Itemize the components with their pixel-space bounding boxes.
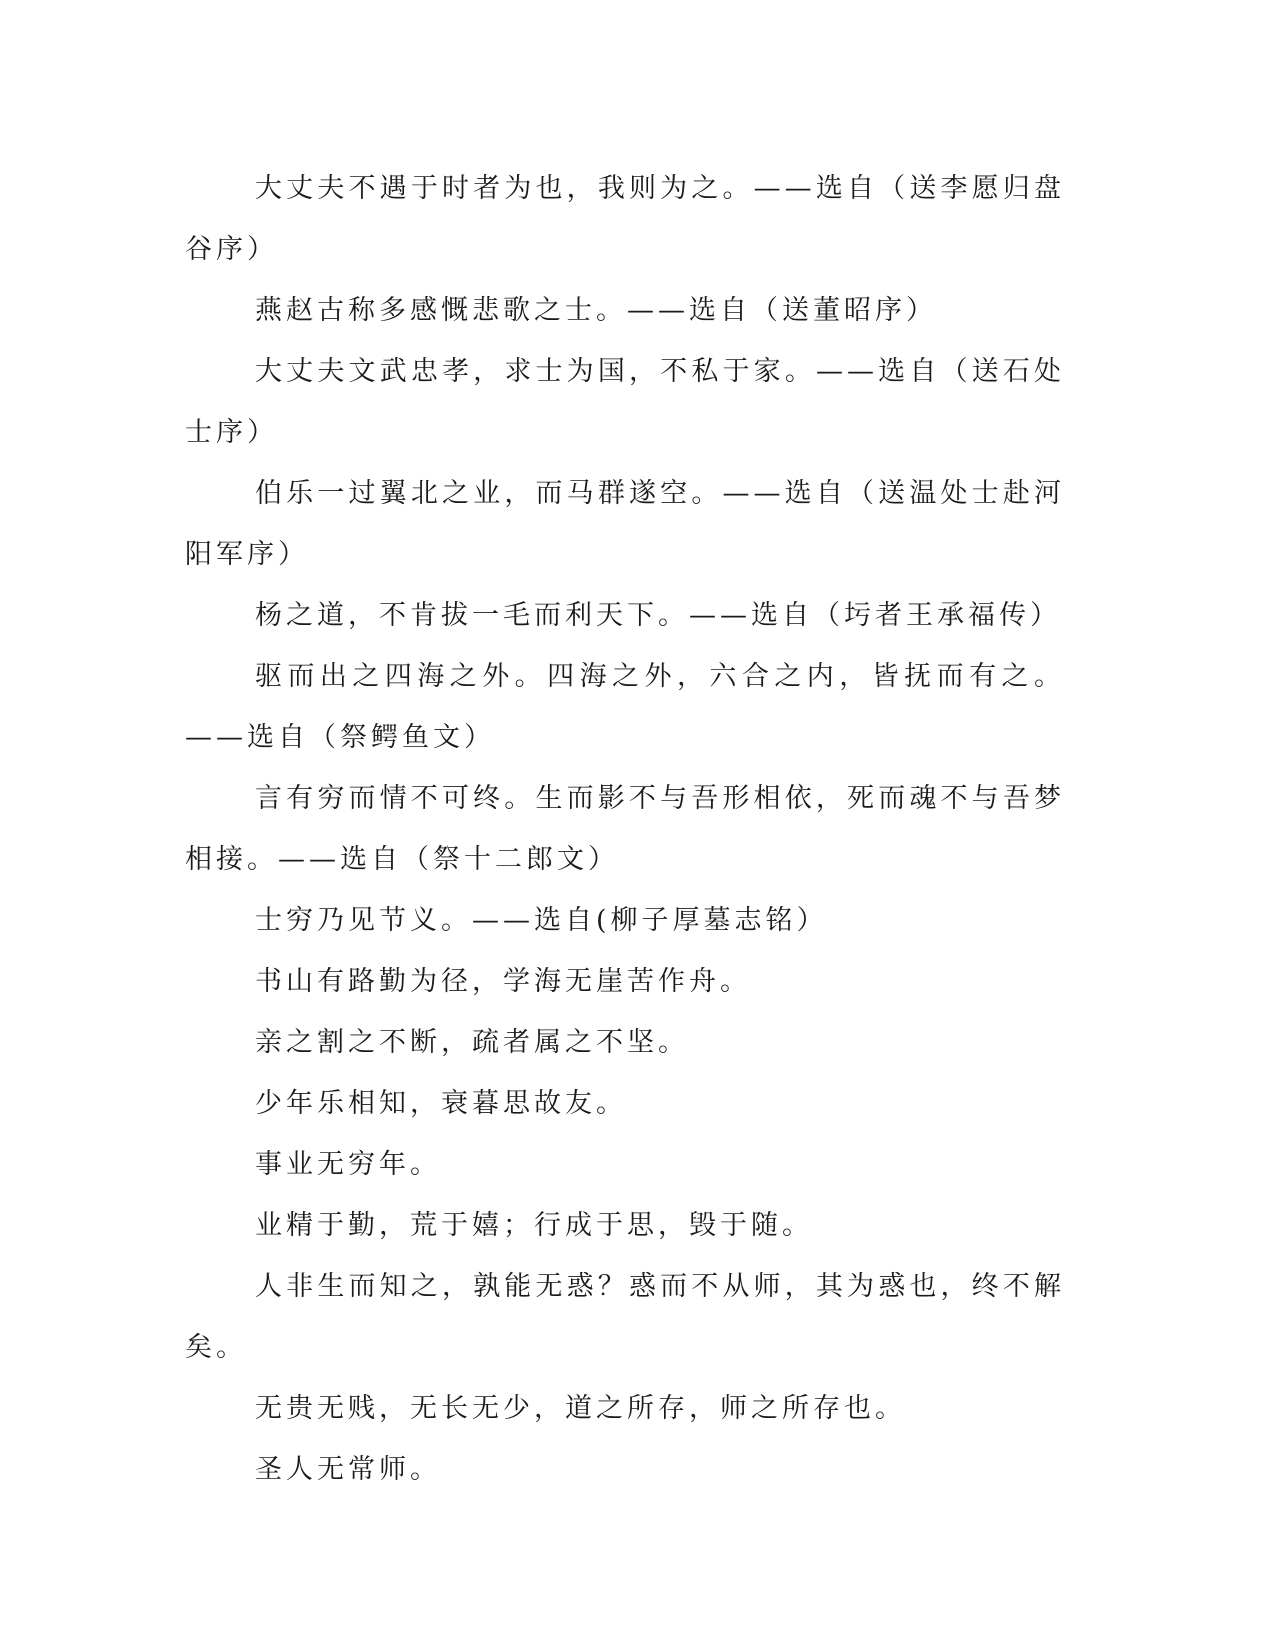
quote-paragraph: 燕赵古称多感慨悲歌之士。——选自（送董昭序） (255, 295, 937, 326)
quote-paragraph: 大丈夫不遇于时者为也，我则为之。——选自（送李愿归盘谷序） (185, 173, 1065, 265)
quote-paragraph: 书山有路勤为径，学海无崖苦作舟。 (255, 966, 751, 997)
quote-paragraph: 圣人无常师。 (255, 1454, 441, 1485)
quote-paragraph: 驱而出之四海之外。四海之外，六合之内，皆抚而有之。——选自（祭鳄鱼文） (185, 661, 1065, 753)
document-body (185, 158, 1065, 1500)
quote-paragraph: 杨之道，不肯拔一毛而利天下。——选自（圬者王承福传） (255, 600, 1061, 631)
quote-paragraph: 业精于勤，荒于嬉；行成于思，毁于随。 (255, 1210, 813, 1241)
quote-paragraph: 亲之割之不断，疏者属之不坚。 (255, 1027, 689, 1058)
quote-paragraph: 无贵无贱，无长无少，道之所存，师之所存也。 (255, 1393, 906, 1424)
quote-paragraph: 言有穷而情不可终。生而影不与吾形相依，死而魂不与吾梦相接。——选自（祭十二郎文） (185, 783, 1065, 875)
quote-paragraph: 事业无穷年。 (255, 1149, 441, 1180)
quote-paragraph: 士穷乃见节义。——选自(柳子厚墓志铭） (255, 905, 828, 936)
quote-paragraph: 伯乐一过翼北之业，而马群遂空。——选自（送温处士赴河阳军序） (185, 478, 1065, 570)
quote-paragraph: 人非生而知之，孰能无惑？惑而不从师，其为惑也，终不解矣。 (185, 1271, 1065, 1363)
quote-paragraph: 大丈夫文武忠孝，求士为国，不私于家。——选自（送石处士序） (185, 356, 1065, 448)
quote-paragraph: 少年乐相知，衰暮思故友。 (255, 1088, 627, 1119)
